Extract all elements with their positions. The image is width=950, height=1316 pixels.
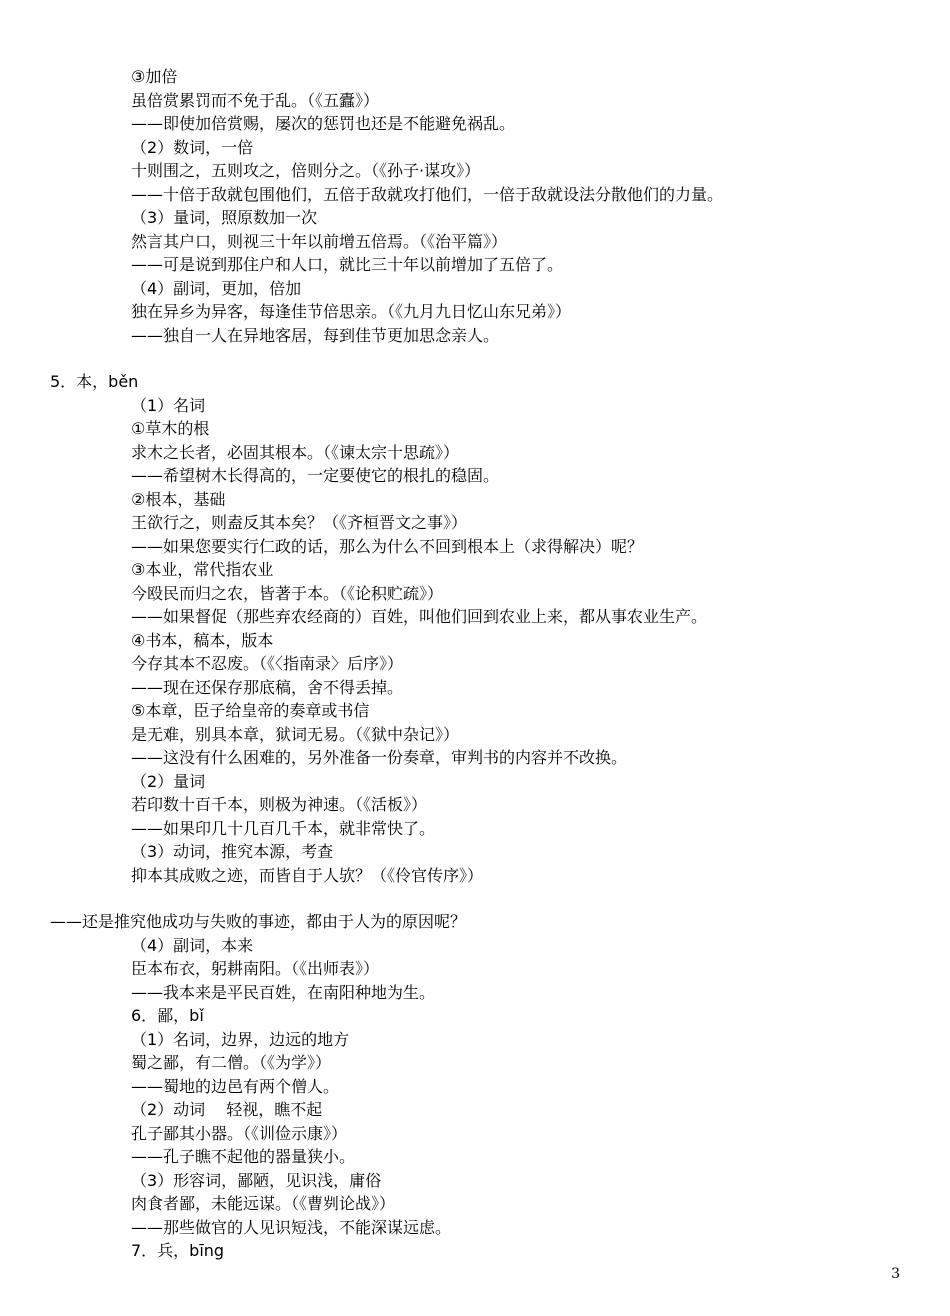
- text-line: 蜀之鄙，有二僧。（《为学》）: [131, 1053, 332, 1072]
- text-line: ——孔子瞧不起他的器量狭小。: [131, 1147, 356, 1166]
- text-line: 今存其本不忍废。（《〈指南录〉后序》）: [131, 654, 404, 673]
- text-line: ④书本，稿本，版本: [131, 631, 274, 650]
- text-line: ——蜀地的边邑有两个僧人。: [131, 1077, 340, 1096]
- text-line: ——如果您要实行仁政的话，那么为什么不回到根本上（求得解决）呢？: [131, 537, 644, 556]
- text-line: （3）形容词，鄙陋，见识浅，庸俗: [131, 1171, 382, 1190]
- text-line: 孔子鄙其小器。（《训俭示康》）: [131, 1124, 348, 1143]
- text-line: （1）名词: [131, 396, 206, 415]
- text-line: ——即使加倍赏赐，屡次的惩罚也还是不能避免祸乱。: [131, 114, 516, 133]
- text-line: ③本业，常代指农业: [131, 560, 274, 579]
- section-heading: 6．鄙，bǐ: [131, 1006, 204, 1025]
- text-line: ——如果督促（那些弃农经商的）百姓，叫他们回到农业上来，都从事农业生产。: [131, 607, 708, 626]
- text-line: ——这没有什么困难的，另外准备一份奏章，审判书的内容并不改换。: [131, 748, 628, 767]
- text-line: （2）数词，一倍: [131, 138, 254, 157]
- text-line: ⑤本章，臣子给皇帝的奏章或书信: [131, 701, 370, 720]
- text-line: 然言其户口，则视三十年以前增五倍焉。（《治平篇》）: [131, 232, 508, 251]
- text-line: 虽倍赏累罚而不免于乱。（《五蠹》）: [131, 91, 380, 110]
- text-line: ③加倍: [131, 67, 178, 86]
- text-line: ——可是说到那住户和人口，就比三十年以前增加了五倍了。: [131, 255, 564, 274]
- text-line: ——我本来是平民百姓，在南阳种地为生。: [131, 983, 436, 1002]
- text-line: （2）量词: [131, 772, 206, 791]
- section-heading: 5．本，běn: [50, 372, 139, 391]
- text-line: ——如果印几十几百几千本，就非常快了。: [131, 819, 436, 838]
- text-line: （3）量词，照原数加一次: [131, 208, 318, 227]
- text-line: 抑本其成败之迹，而皆自于人欤？（《伶官传序》）: [131, 866, 484, 885]
- text-line: 王欲行之，则盍反其本矣？（《齐桓晋文之事》）: [131, 513, 468, 532]
- page-number: 3: [891, 1266, 900, 1282]
- text-line: 独在异乡为异客，每逢佳节倍思亲。（《九月九日忆山东兄弟》）: [131, 302, 572, 321]
- text-line: 十则围之，五则攻之，倍则分之。（《孙子·谋攻》）: [131, 161, 481, 180]
- text-line: ——那些做官的人见识短浅，不能深谋远虑。: [131, 1218, 452, 1237]
- section-heading: 7．兵，bīng: [131, 1241, 225, 1260]
- text-line: 今殴民而归之农，皆著于本。（《论积贮疏》）: [131, 584, 444, 603]
- text-line: ——还是推究他成功与失败的事迹，都由于人为的原因呢？: [50, 912, 467, 931]
- text-line: ——现在还保存那底稿，舍不得丢掉。: [131, 678, 404, 697]
- text-line: （2）动词 轻视，瞧不起: [131, 1100, 323, 1119]
- text-line: ①草木的根: [131, 419, 210, 438]
- text-line: 是无难，别具本章，狱词无易。（《狱中杂记》）: [131, 725, 460, 744]
- text-line: 臣本布衣，躬耕南阳。（《出师表》）: [131, 959, 380, 978]
- text-line: （1）名词，边界，边远的地方: [131, 1030, 350, 1049]
- text-line: （4）副词，本来: [131, 936, 254, 955]
- text-line: ——十倍于敌就包围他们，五倍于敌就攻打他们，一倍于敌就设法分散他们的力量。: [131, 185, 724, 204]
- text-line: 若印数十百千本，则极为神速。（《活板》）: [131, 795, 428, 814]
- text-line: 求木之长者，必固其根本。（《谏太宗十思疏》）: [131, 443, 460, 462]
- text-line: ②根本，基础: [131, 490, 226, 509]
- text-line: 肉食者鄙，未能远谋。（《曹刿论战》）: [131, 1194, 396, 1213]
- text-line: （4）副词，更加，倍加: [131, 279, 302, 298]
- text-line: （3）动词，推究本源，考查: [131, 842, 334, 861]
- text-line: ——希望树木长得高的，一定要使它的根扎的稳固。: [131, 466, 500, 485]
- text-line: ——独自一人在异地客居，每到佳节更加思念亲人。: [131, 326, 500, 345]
